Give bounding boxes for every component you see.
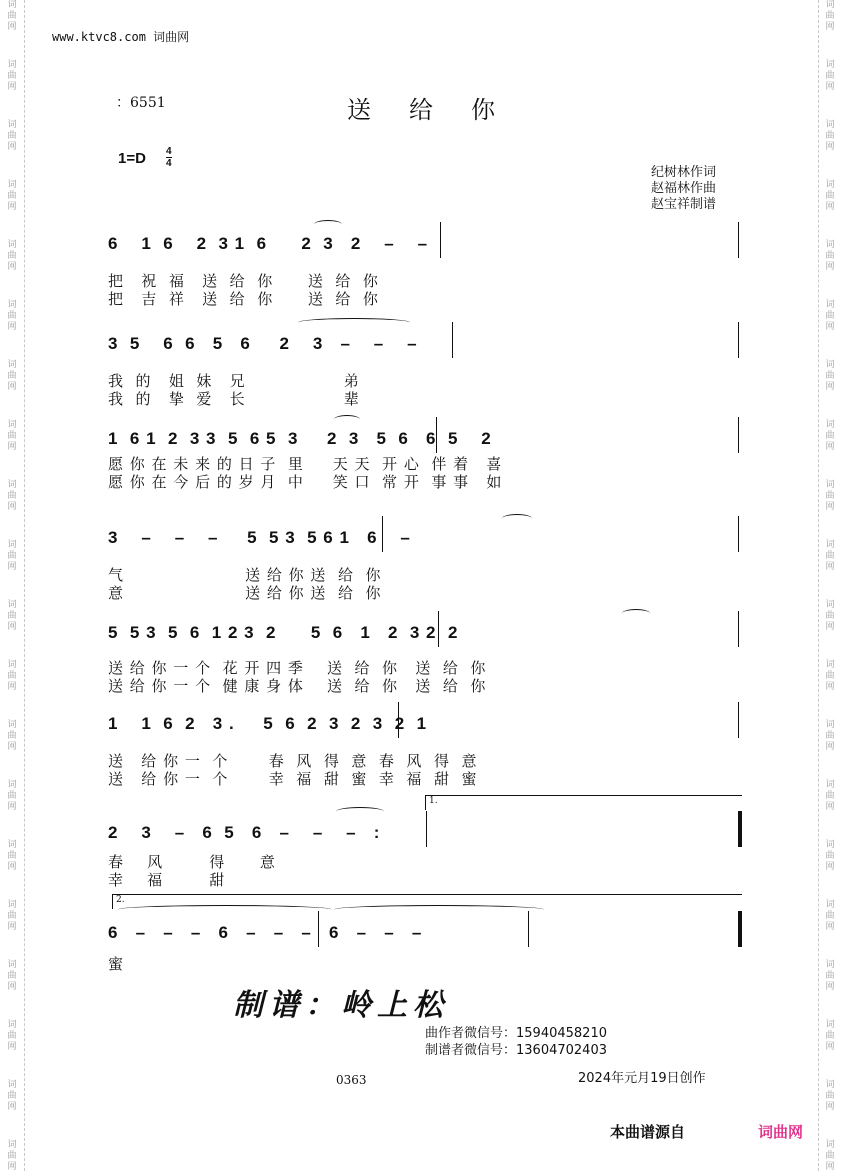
lyric-verse-1: 蜜 xyxy=(108,955,125,973)
first-ending-label: 1. xyxy=(429,796,438,806)
creation-date: 2024年元月19日创作 xyxy=(578,1071,706,1086)
barline xyxy=(738,222,739,258)
watermark-glyph: 词 曲 网 xyxy=(7,300,17,332)
final-barline xyxy=(738,911,742,947)
lyric-verse-1: 春 风 得 意 xyxy=(108,853,276,871)
composer-credit: 赵福林作曲 xyxy=(650,181,716,196)
barline xyxy=(452,322,453,358)
arranger-signature: 制谱：岭上松 xyxy=(233,988,449,1023)
watermark-glyph: 词 曲 网 xyxy=(7,1080,17,1112)
slur xyxy=(336,807,384,816)
watermark-glyph: 词 曲 网 xyxy=(7,660,17,692)
notes-line: 6 – – – 6 – – – 6 – – – xyxy=(108,923,423,942)
lyric-verse-1: 愿 你 在 未 来 的 日 子 里 天 天 开 心 伴 着 喜 xyxy=(108,455,503,473)
source-brand-link[interactable]: 词曲网 xyxy=(758,1123,804,1141)
time-signature xyxy=(166,146,172,169)
lyric-verse-1: 送 给 你 一 个 花 开 四 季 送 给 你 送 给 你 xyxy=(108,659,487,677)
left-watermark-strip xyxy=(2,0,22,1171)
song-code: ：6551 xyxy=(116,95,166,111)
site-domain: www.ktvc8.com xyxy=(52,30,146,44)
barline xyxy=(738,516,739,552)
lyric-verse-2: 愿 你 在 今 后 的 岁 月 中 笑 口 常 开 事 事 如 xyxy=(108,473,503,491)
first-ending-bracket xyxy=(425,795,742,810)
watermark-glyph: 词 曲 网 xyxy=(7,840,17,872)
watermark-glyph: 词 曲 网 xyxy=(825,1020,835,1052)
lyric-verse-2: 意 送 给 你 送 给 你 xyxy=(108,584,382,602)
watermark-glyph: 词 曲 网 xyxy=(7,1020,17,1052)
barline xyxy=(426,811,427,847)
watermark-glyph: 词 曲 网 xyxy=(7,420,17,452)
watermark-glyph: 词 曲 网 xyxy=(825,540,835,572)
lyric-verse-1: 我 的 姐 妹 兄 弟 xyxy=(108,372,360,390)
watermark-glyph: 词 曲 网 xyxy=(7,180,17,212)
notes-line: 3 5 6 6 5 6 2 3 – – – xyxy=(108,334,418,353)
second-ending-label: 2. xyxy=(116,895,125,905)
lyric-verse-1: 气 送 给 你 送 给 你 xyxy=(108,566,382,584)
arranger-wechat: 制谱者微信号：13604702403 xyxy=(425,1043,607,1058)
watermark-glyph: 词 曲 网 xyxy=(7,900,17,932)
slur xyxy=(298,318,410,327)
watermark-glyph: 词 曲 网 xyxy=(825,600,835,632)
watermark-glyph: 词 曲 网 xyxy=(7,540,17,572)
watermark-glyph: 词 曲 网 xyxy=(825,720,835,752)
watermark-glyph: 词 曲 网 xyxy=(7,720,17,752)
watermark-glyph: 词 曲 网 xyxy=(7,120,17,152)
watermark-glyph: 词 曲 网 xyxy=(825,480,835,512)
watermark-glyph: 词 曲 网 xyxy=(7,240,17,272)
barline xyxy=(382,516,383,552)
watermark-glyph: 词 曲 网 xyxy=(825,0,835,32)
watermark-glyph: 词 曲 网 xyxy=(7,960,17,992)
watermark-glyph: 词 曲 网 xyxy=(7,60,17,92)
watermark-glyph: 词 曲 网 xyxy=(7,360,17,392)
barline xyxy=(738,322,739,358)
lyricist-credit: 纪树林作词 xyxy=(650,165,716,180)
arranger-credit: 赵宝祥制谱 xyxy=(650,197,716,212)
watermark-glyph: 词 曲 网 xyxy=(825,240,835,272)
source-label: 本曲谱源自 xyxy=(610,1123,686,1141)
notes-line: 2 3 – 6 5 6 – – – : xyxy=(108,823,381,842)
page-number: 0363 xyxy=(336,1073,367,1087)
watermark-glyph: 词 曲 网 xyxy=(825,360,835,392)
notes-line: 1 6 1 2 3 3 5 6 5 3 2 3 5 6 6 5 2 xyxy=(108,429,492,448)
site-name: 词曲网 xyxy=(153,30,190,44)
lyric-verse-2: 把 吉 祥 送 给 你 送 给 你 xyxy=(108,290,379,308)
watermark-glyph: 词 曲 网 xyxy=(825,1080,835,1112)
barline xyxy=(398,702,399,738)
tie xyxy=(334,905,544,914)
time-bottom: 4 xyxy=(166,158,172,169)
watermark-glyph: 词 曲 网 xyxy=(825,780,835,812)
time-top: 4 xyxy=(166,146,172,157)
tie xyxy=(118,905,332,914)
notes-line: 5 5 3 5 6 1 2 3 2 5 6 1 2 3 2 2 xyxy=(108,623,459,642)
credits xyxy=(651,165,716,213)
lyric-verse-1: 送 给 你 一 个 春 风 得 意 春 风 得 意 xyxy=(108,752,478,770)
barline xyxy=(440,222,441,258)
barline xyxy=(318,911,319,947)
watermark-glyph: 词 曲 网 xyxy=(7,480,17,512)
watermark-glyph: 词 曲 网 xyxy=(825,960,835,992)
watermark-glyph: 词 曲 网 xyxy=(7,780,17,812)
left-border xyxy=(24,0,25,1171)
slur xyxy=(314,220,342,229)
watermark-glyph: 词 曲 网 xyxy=(825,120,835,152)
lyric-verse-2: 送 给 你 一 个 幸 福 甜 蜜 幸 福 甜 蜜 xyxy=(108,770,478,788)
notes-line: 1 1 6 2 3 . 5 6 2 3 2 3 2 1 xyxy=(108,714,428,733)
notes-line: 3 – – – 5 5 3 5 6 1 6 – xyxy=(108,528,411,547)
composer-wechat: 曲作者微信号：15940458210 xyxy=(425,1026,607,1041)
song-title: 送给你 xyxy=(347,96,533,124)
barline xyxy=(436,417,437,453)
barline xyxy=(738,702,739,738)
watermark-glyph: 词 曲 网 xyxy=(7,600,17,632)
barline xyxy=(528,911,529,947)
watermark-glyph: 词 曲 网 xyxy=(825,840,835,872)
barline xyxy=(438,611,439,647)
lyric-verse-1: 把 祝 福 送 给 你 送 给 你 xyxy=(108,272,379,290)
watermark-glyph: 词 曲 网 xyxy=(825,180,835,212)
right-watermark-strip xyxy=(820,0,840,1171)
barline xyxy=(738,417,739,453)
watermark-glyph: 词 曲 网 xyxy=(825,660,835,692)
right-border xyxy=(818,0,819,1171)
watermark-glyph: 词 曲 网 xyxy=(825,60,835,92)
slur xyxy=(334,415,360,424)
watermark-glyph: 词 曲 网 xyxy=(825,900,835,932)
watermark-glyph: 词 曲 网 xyxy=(7,1140,17,1171)
barline xyxy=(738,611,739,647)
repeat-barline xyxy=(738,811,742,847)
notes-line: 6 1 6 2 3 1 6 2 3 2 – – xyxy=(108,234,429,253)
watermark-glyph: 词 曲 网 xyxy=(825,300,835,332)
watermark-glyph: 词 曲 网 xyxy=(7,0,17,32)
slur xyxy=(502,514,532,523)
site-url[interactable] xyxy=(52,28,189,45)
lyric-verse-2: 我 的 挚 爱 长 辈 xyxy=(108,390,360,408)
watermark-glyph: 词 曲 网 xyxy=(825,420,835,452)
watermark-glyph: 词 曲 网 xyxy=(825,1140,835,1171)
lyric-verse-2: 幸 福 甜 xyxy=(108,871,226,889)
lyric-verse-2: 送 给 你 一 个 健 康 身 体 送 给 你 送 给 你 xyxy=(108,677,487,695)
contact-info xyxy=(425,1025,607,1059)
key-signature: 1=D xyxy=(118,150,146,167)
slur xyxy=(622,609,650,618)
